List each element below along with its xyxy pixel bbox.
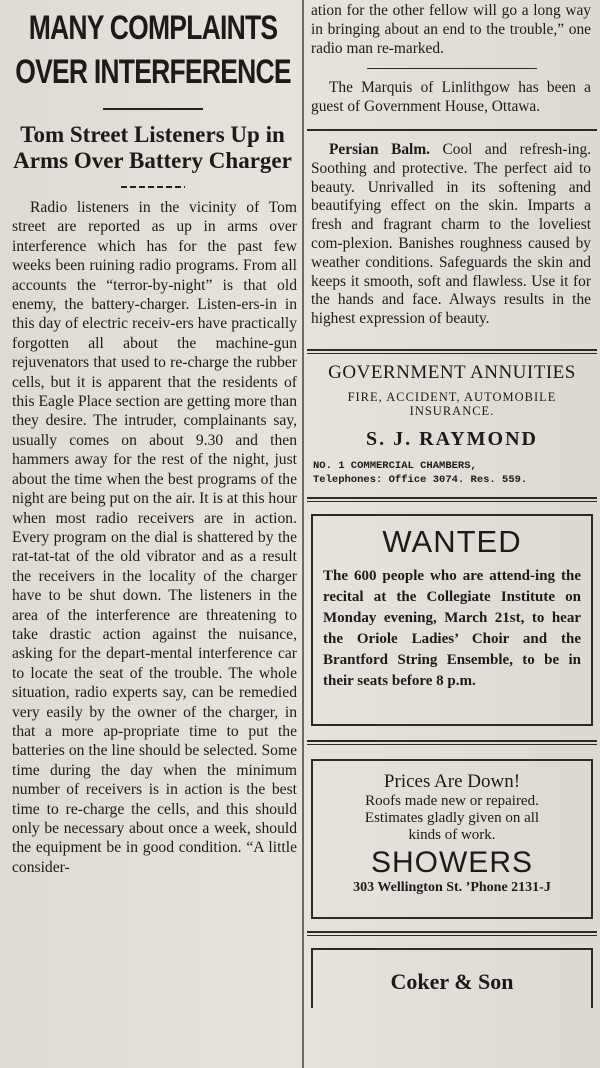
divider <box>307 129 597 131</box>
column-rule <box>302 0 304 1068</box>
annuities-subtitle <box>307 390 597 418</box>
divider <box>367 68 537 69</box>
annuities-ad <box>307 362 597 487</box>
annuities-address: NO. 1 COMMERCIAL CHAMBERS, <box>313 459 477 472</box>
article-headline <box>5 6 301 94</box>
article-body <box>4 198 301 877</box>
next-ad-title: Coker & Son <box>390 968 514 990</box>
showers-line-3: kinds of work. <box>408 826 496 843</box>
notice-text: The Marquis of Linlithgow has been a guest of Government House, Ottawa. <box>311 79 591 116</box>
annuities-phone: Telephones: Office 3074. Res. 559. <box>313 473 528 486</box>
annuities-sub-line1: FIRE, ACCIDENT, AUTOMOBILE <box>347 389 557 404</box>
headline-rule <box>103 108 203 110</box>
divider <box>307 497 597 502</box>
annuities-agent-name: S. J. RAYMOND <box>366 427 538 450</box>
showers-ad <box>311 759 593 919</box>
divider <box>307 931 597 936</box>
left-column <box>4 0 301 1068</box>
wanted-title: WANTED <box>382 523 522 559</box>
divider <box>307 349 597 354</box>
headline-line-1: MANY COMPLAINTS <box>28 9 278 47</box>
article-subhead: Tom Street Listeners Up in Arms Over Battery Charger <box>13 122 292 173</box>
divider <box>307 740 597 745</box>
next-ad-partial <box>311 948 593 1008</box>
annuities-title: GOVERNMENT ANNUITIES <box>328 361 576 383</box>
showers-line-2: Estimates gladly given on all <box>364 809 540 826</box>
balm-text: Cool and refresh-ing. Soothing and protective. The perfect aid to beauty. Unrivalled in its softening and beautifying effect on the skin. Imparts a fresh and fragrant charm to the loveliest com-plexion. Banishes roughness caused by weather conditions. Safeguards the skin and keeps it smooth, soft and flawless. Use it for the hands and face. Always results in the highest expression of beauty. <box>311 140 591 328</box>
wanted-text: The 600 people who are attend-ing the recital at the Collegiate Institute on Monday evening, March 21st, to hear the Oriole Ladies’ Choir and the Brantford String Ensemble, to be in their seats before 8 p.m. <box>323 567 581 689</box>
notice-item <box>307 79 597 117</box>
showers-name: SHOWERS <box>370 845 533 879</box>
wanted-ad <box>311 514 593 726</box>
article-body-text: Radio listeners in the vicinity of Tom street are reported as up in arms over interference which has for the past few weeks been ruining radio programs. From all accounts the “terror-by-night” is that old enemy, the battery-charger. Listen-ers-in in this day of electric receiv-ers have practically forgotten all about the machine-gun rejuvenators that used to re-charge the rubber cells, but it is apparent that the residents of this Eagle Place section are getting more than they desire. The intruder, complainants say, usually comes on about 9.30 and then hammers away for the rest of the night, just about the time when the best programs of the night are being put on the air. It is at this hour when most radio receivers are in action. Every program on the dial is shattered by the rat-tat-tat of the old vibrator and as a result the receivers in the locality of the charger have to be shut down. The listeners in the area of the interference are threatening to take drastic action against the nuisance, asking for the depart-mental interference car to locate the seat of the trouble. The whole situation, radio experts say, can be remedied very easily by the owner of the charger, in that a more ap-propriate time to put the batteries on the line should be selected. Some time during the day when the minimum number of receivers is in action is the best time to re-charge the cells, and this should only be necessary about once a week, should the equipment be in good condition. “A little consider- <box>12 199 297 876</box>
headline-line-2: OVER INTERFERENCE <box>15 53 291 91</box>
subhead-rule <box>121 186 185 188</box>
showers-line-1: Roofs made new or repaired. <box>365 792 539 809</box>
right-column <box>307 0 597 1068</box>
balm-name: Persian Balm. <box>329 140 430 158</box>
showers-title: Prices Are Down! <box>383 770 521 792</box>
article-continuation: ation for the other fellow will go a long way in bringing about an end to the trouble,” one radio man re-marked. <box>311 2 591 57</box>
persian-balm-ad <box>307 141 597 329</box>
annuities-sub-line2: INSURANCE. <box>409 403 495 418</box>
showers-address: 303 Wellington St. ’Phone 2131-J <box>353 879 551 895</box>
